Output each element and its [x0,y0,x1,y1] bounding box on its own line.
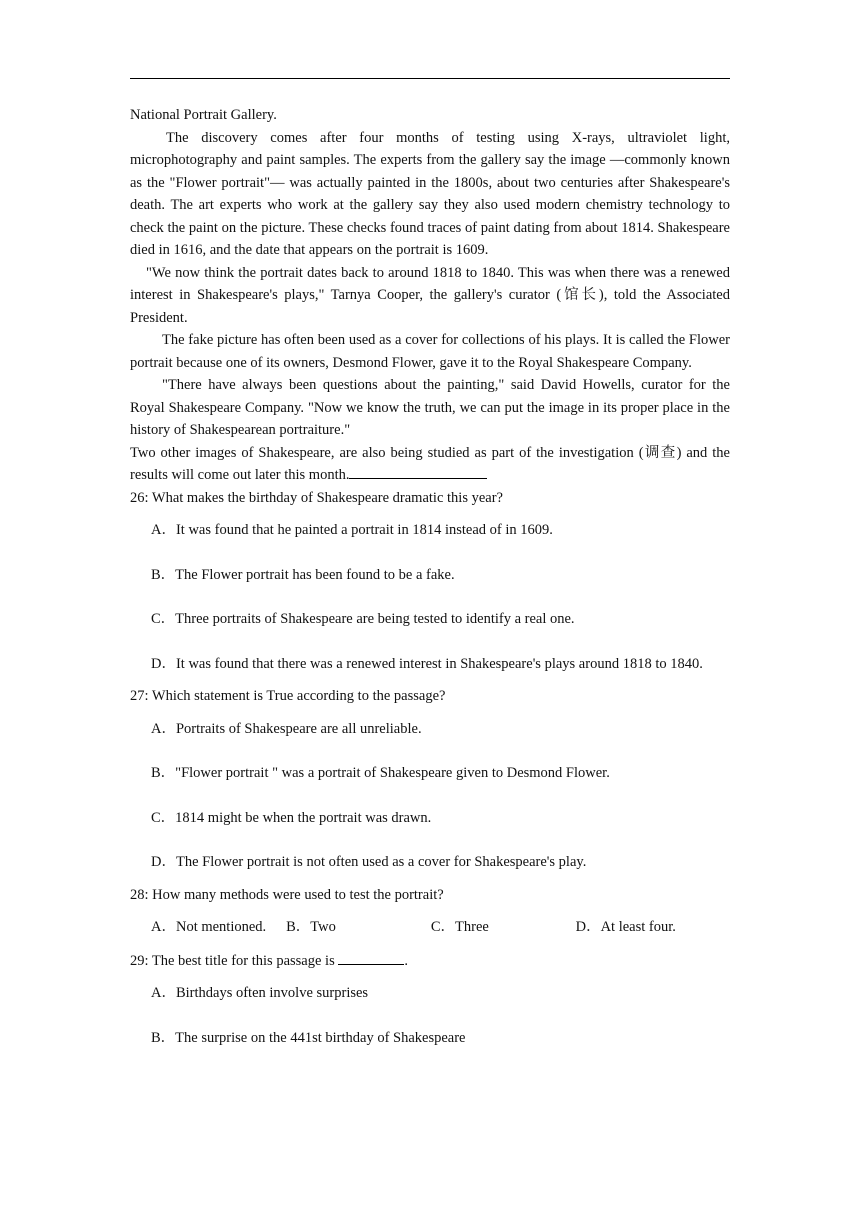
question-26-option-d[interactable]: D．It was found that there was a renewed interest in Shakespeare's plays around 1818 to 1840. [151,655,703,672]
question-27-option-c[interactable]: C．1814 might be when the portrait was drawn. [151,809,432,826]
question-28-option-b[interactable]: B．Two [286,919,336,935]
question-26-option-a[interactable]: A．It was found that he painted a portrait in 1814 instead of in 1609. [151,522,553,538]
question-28 [130,884,730,939]
question-27-option-a[interactable]: A．Portraits of Shakespeare are all unreliable. [151,720,422,737]
passage-paragraph-3: The fake picture has often been used as a cover for collections of his plays. It is called the Flower portrait because one of its owners, Desmond Flower, gave it to the Royal Shakespeare Company. [130,332,730,371]
question-27-option-b[interactable]: B．"Flower portrait " was a portrait of Shakespeare given to Desmond Flower. [151,765,610,781]
document-page [130,104,730,1059]
question-29-stem-end: . [404,952,408,969]
question-29 [130,950,730,1050]
passage-paragraph-1: The discovery comes after four months of testing using X-rays, ultraviolet light, microphotography and paint samples. The experts from the gallery say the image —commonly known as the "Flower portrait"— was actually painted in the 1800s, about two centuries after Shakespeare's death. The art experts who work at the gallery say they also used modern chemistry technology to check the paint on the picture. These checks found traces of paint dating from about 1814. Shakespeare died in 1616, and the date that appears on the portrait is 1609. [130,129,730,258]
question-26-options [130,519,730,675]
question-29-stem [130,950,730,973]
question-27-stem: 27: Which statement is True according to the passage? [130,688,446,704]
passage-paragraph-5 [130,442,730,487]
answer-blank [349,464,487,479]
question-26-option-b[interactable]: B．The Flower portrait has been found to be a fake. [151,566,455,583]
passage-paragraph-4: "There have always been questions about the painting," said David Howells, curator for the Royal Shakespeare Company. "Now we know the truth, we can put the image in its proper place in the history of Shakespearean portraiture." [130,377,730,438]
question-27-options [130,718,730,874]
question-29-stem-text: 29: The best title for this passage is [130,952,339,969]
question-28-option-a[interactable]: A．Not mentioned. [151,919,267,935]
passage-paragraph-5-text: Two other images of Shakespeare, are also being studied as part of the investigation (调查) and the results will come out later this month. [130,444,730,483]
question-26-stem: 26: What makes the birthday of Shakespeare dramatic this year? [130,489,503,506]
question-29-option-a[interactable]: A．Birthdays often involve surprises [151,985,369,1001]
header-rule [130,78,730,79]
question-28-stem: 28: How many methods were used to test the portrait? [130,886,444,903]
question-29-blank [338,950,404,965]
question-26-option-c[interactable]: C．Three portraits of Shakespeare are being tested to identify a real one. [151,611,575,627]
question-27-option-d[interactable]: D．The Flower portrait is not often used as a cover for Shakespeare's play. [151,854,587,870]
passage-line-gallery: National Portrait Gallery. [130,107,277,123]
passage-paragraph-2: "We now think the portrait dates back to around 1818 to 1840. This was when there was a renewed interest in Shakespeare's plays," Tarnya Cooper, the gallery's curator (馆长), told the Associated President. [130,264,730,326]
question-27 [130,685,730,874]
question-29-option-b[interactable]: B．The surprise on the 441st birthday of Shakespeare [151,1029,466,1046]
question-28-option-d[interactable]: D．At least four. [575,919,676,935]
question-26 [130,487,730,676]
question-28-option-c[interactable]: C．Three [430,919,489,935]
question-29-options [130,982,730,1049]
question-28-options [130,916,730,939]
